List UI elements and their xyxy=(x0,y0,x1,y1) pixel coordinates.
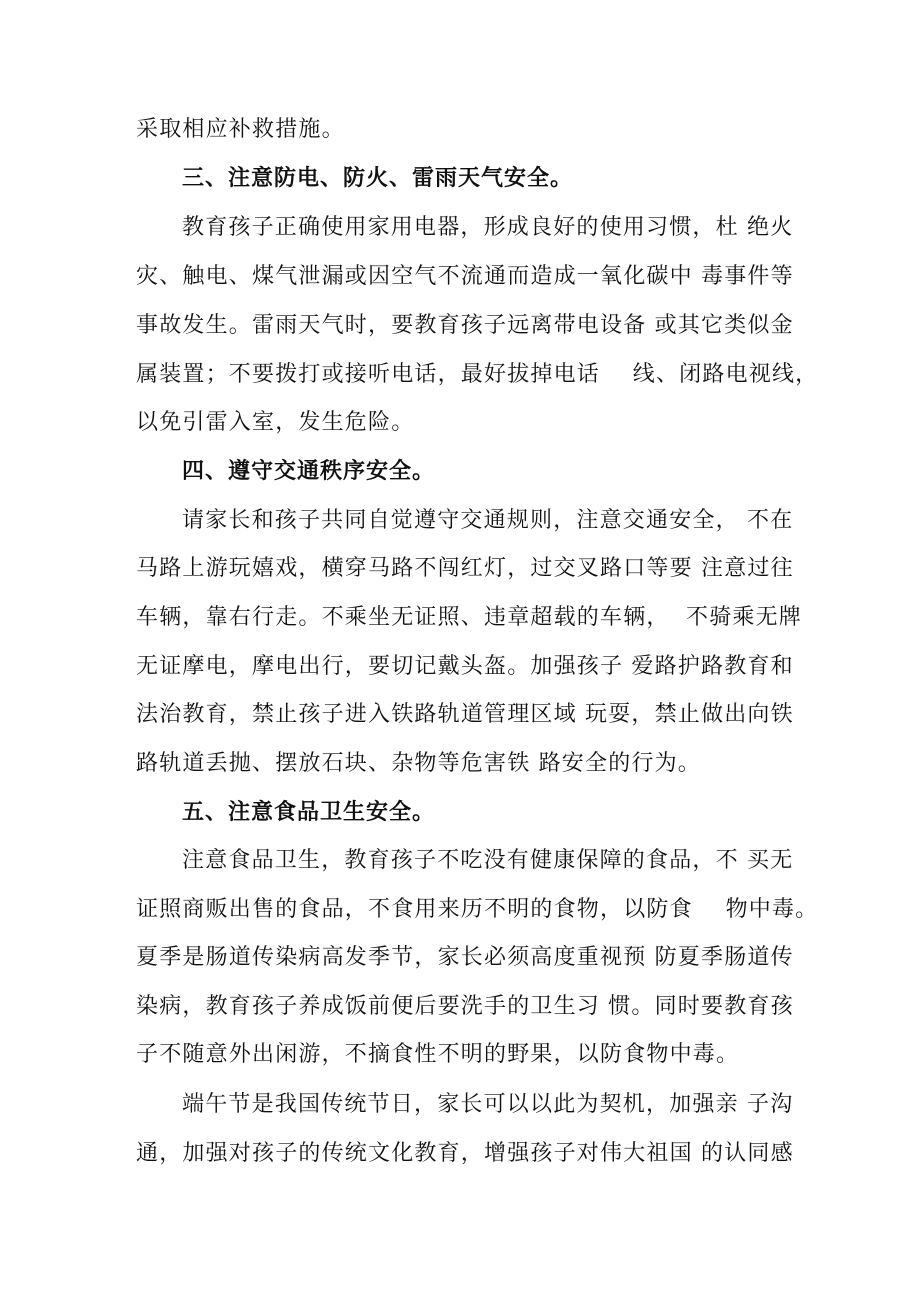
paragraph-line: 染病，教育孩子养成饭前便后要洗手的卫生习 惯。同时要教育孩 xyxy=(136,994,794,1019)
paragraph-line: 请家长和孩子共同自觉遵守交通规则，注意交通安全， 不在 xyxy=(182,508,794,533)
paragraph-line: 夏季是肠道传染病高发季节，家长必须高度重视预 防夏季肠道传 xyxy=(136,945,794,970)
section-heading-4: 四、遵守交通秩序安全。 xyxy=(182,459,436,484)
paragraph-line: 属装置；不要拨打或接听电话，最好拔掉电话 线、闭路电视线， xyxy=(136,362,819,387)
section-heading-5: 五、注意食品卫生安全。 xyxy=(182,800,436,825)
paragraph-line: 法治教育，禁止孩子进入铁路轨道管理区域 玩耍，禁止做出向铁 xyxy=(136,702,794,727)
paragraph-line: 证照商贩出售的食品，不食用来历不明的食物，以防食 物中毒。 xyxy=(136,897,819,922)
paragraph-line: 路轨道丢抛、摆放石块、杂物等危害铁 路安全的行为。 xyxy=(136,751,701,776)
paragraph-line: 马路上游玩嬉戏，横穿马路不闯红灯，过交叉路口等要 注意过往 xyxy=(136,556,794,581)
paragraph-line: 以免引雷入室，发生危险。 xyxy=(136,410,415,435)
paragraph-line: 采取相应补救措施。 xyxy=(136,117,345,142)
paragraph-line: 子不随意外出闲游，不摘食性不明的野果，以防食物中毒。 xyxy=(136,1042,740,1067)
section-heading-3: 三、注意防电、防火、雷雨天气安全。 xyxy=(182,166,574,191)
paragraph-line: 灾、触电、煤气泄漏或因空气不流通而造成一氧化碳中 毒事件等 xyxy=(136,264,794,289)
paragraph-line: 注意食品卫生，教育孩子不吃没有健康保障的食品，不 买无 xyxy=(182,848,794,873)
paragraph-line: 端午节是我国传统节日，家长可以以此为契机，加强亲 子沟 xyxy=(182,1092,794,1117)
paragraph-line: 车辆，靠右行走。不乘坐无证照、违章超载的车辆， 不骑乘无牌 xyxy=(136,605,802,630)
paragraph-line: 通，加强对孩子的传统文化教育，增强孩子对伟大祖国 的认同感 xyxy=(136,1141,794,1166)
paragraph-line: 无证摩电，摩电出行，要切记戴头盔。加强孩子 爱路护路教育和 xyxy=(136,654,794,679)
paragraph-line: 教育孩子正确使用家用电器，形成良好的使用习惯，杜 绝火 xyxy=(182,215,794,240)
paragraph-line: 事故发生。雷雨天气时，要教育孩子远离带电设备 或其它类似金 xyxy=(136,313,794,338)
